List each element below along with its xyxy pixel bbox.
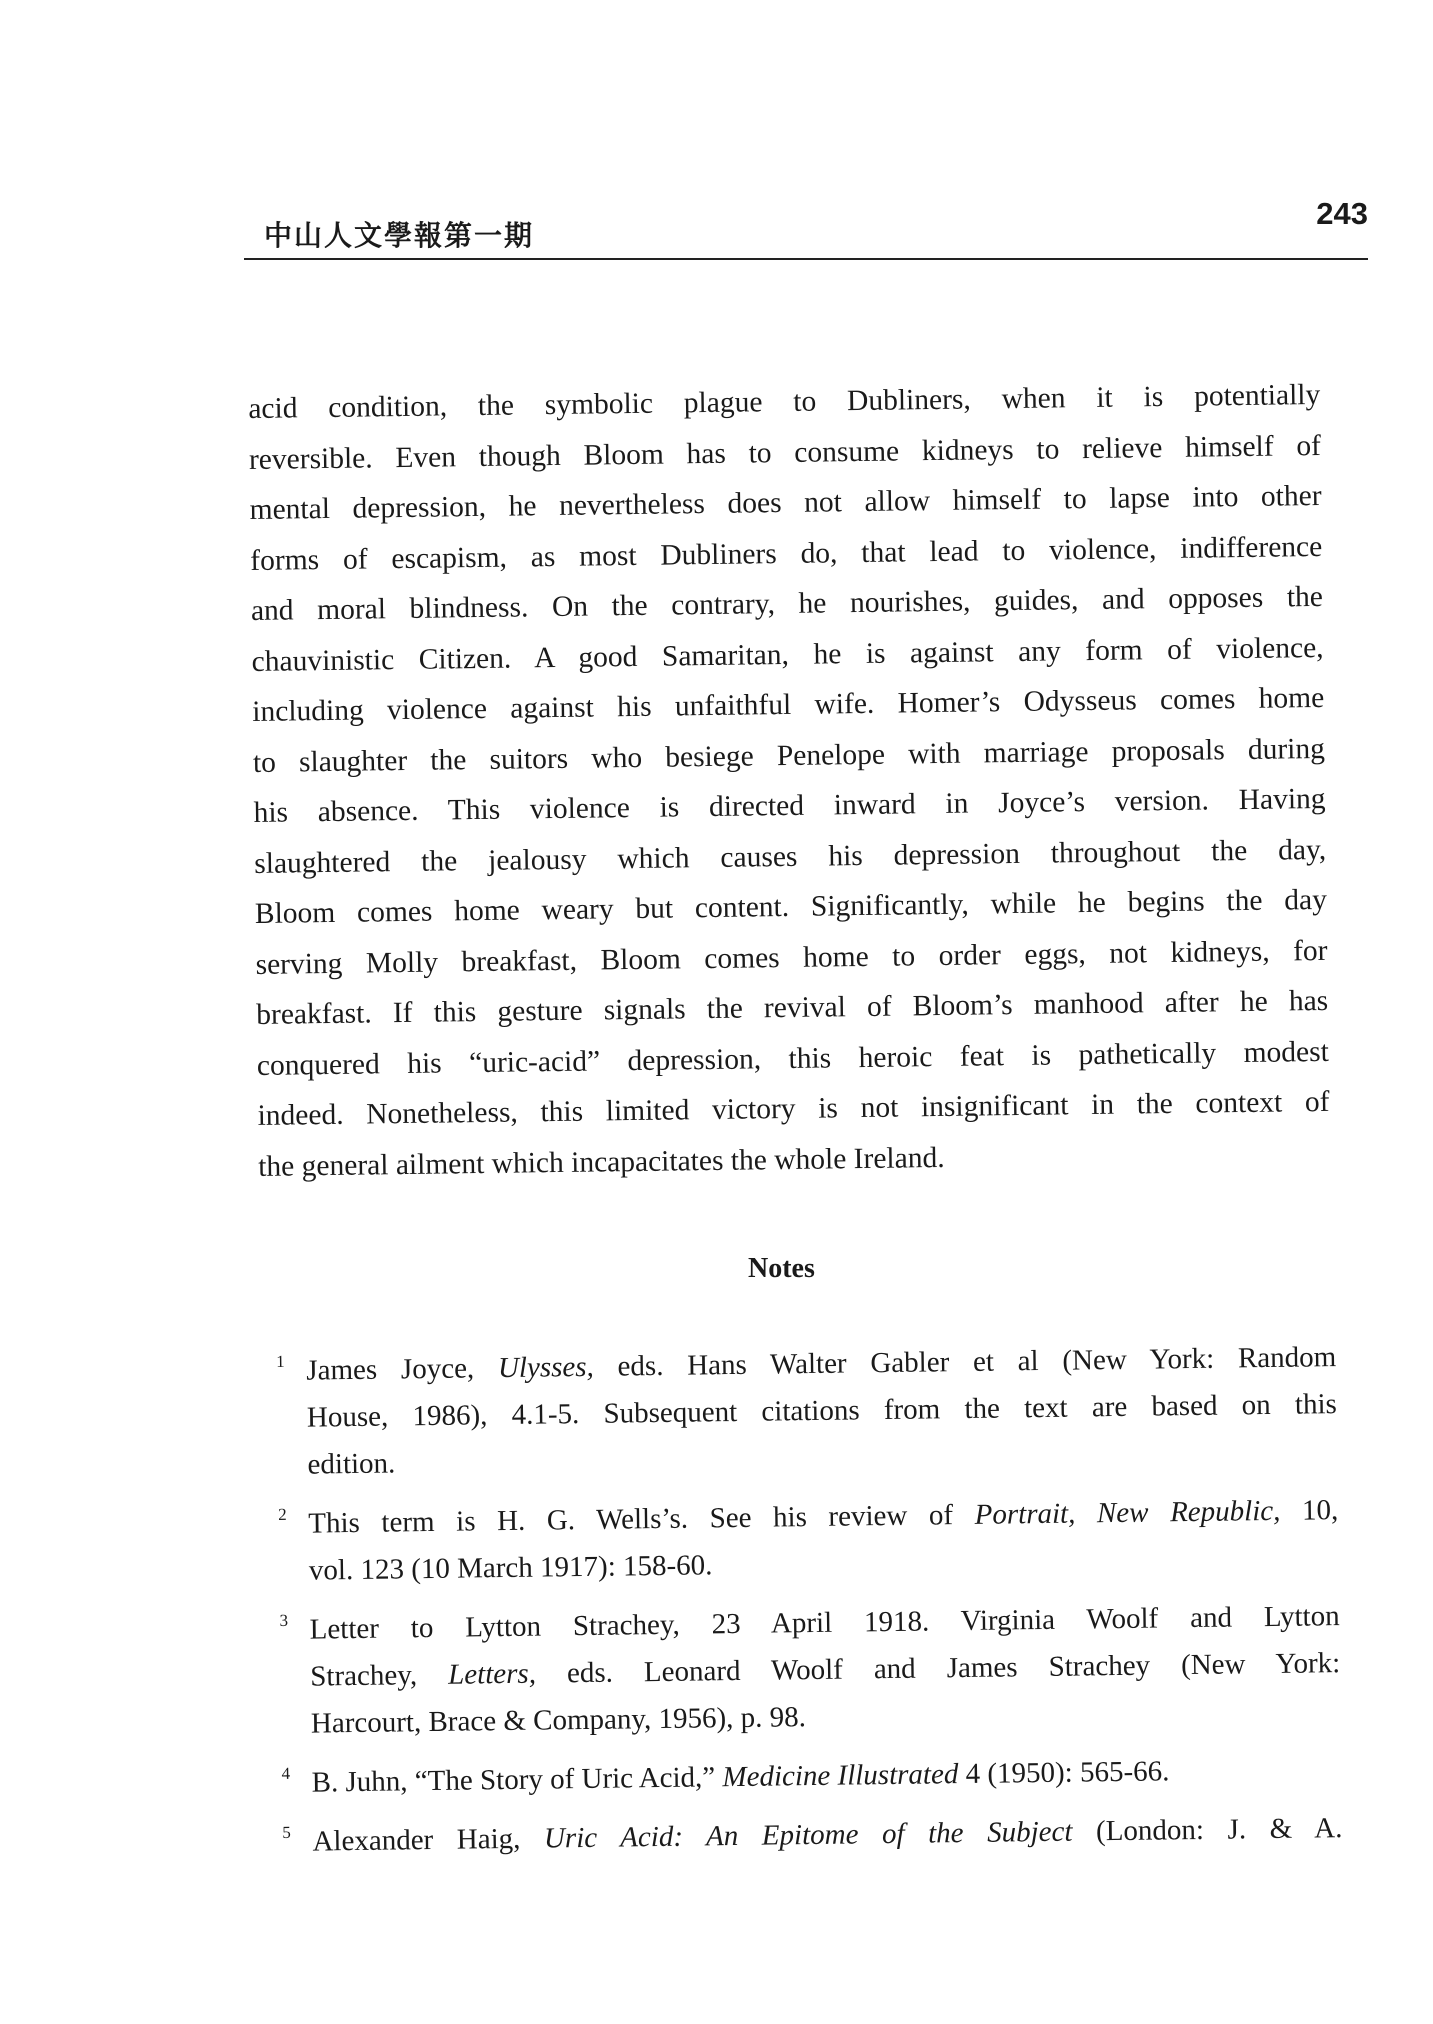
notes-heading: Notes — [748, 1253, 815, 1284]
note-text-run: B. Juhn, “The Story of Uric Acid,” — [311, 1761, 723, 1799]
body-line: mental depression, he nevertheless does not allow himself to lapse into other — [249, 479, 1322, 526]
note-italic-title: Medicine Illustrated — [722, 1758, 959, 1794]
page-number: 243 — [1316, 196, 1368, 231]
journal-title: 中山人文學報第一期 — [264, 219, 535, 252]
running-header — [244, 196, 1368, 260]
note-line: Letter to Lytton Strachey, 23 April 1918. Virginia Woolf and Lytton — [309, 1600, 1340, 1646]
note-text — [311, 1746, 1342, 1806]
body-line: chauvinistic Citizen. A good Samaritan, he is against any form of violence, — [251, 631, 1324, 678]
note-text-run: James Joyce, — [306, 1352, 499, 1387]
note-line: House, 1986), 4.1-5. Subsequent citations from the text are based on this — [306, 1388, 1338, 1434]
note-text-run: 4 (1950): 565-66. — [958, 1755, 1170, 1791]
note-text-run: 10, — [1280, 1494, 1339, 1527]
note-item — [281, 1746, 1342, 1807]
note-line — [311, 1746, 1342, 1806]
body-line: including violence against his unfaithful wife. Homer’s Odysseus comes home — [252, 681, 1325, 728]
note-text-run: eds. Hans Walter Gabler et al (New York: Random — [593, 1341, 1337, 1383]
note-number: 1 — [276, 1351, 285, 1371]
note-text-run: Strachey, — [310, 1658, 449, 1693]
body-line: indeed. Nonetheless, this limited victory is not insignificant in the context of — [257, 1085, 1330, 1132]
note-line — [312, 1805, 1343, 1865]
note-text — [308, 1487, 1339, 1594]
body-line: the general ailment which incapacitates the whole Ireland. — [258, 1141, 945, 1183]
note-text-run: This term is H. G. Wells’s. See his review of — [308, 1498, 975, 1540]
body-line: serving Molly breakfast, Bloom comes home to order eggs, not kidneys, for — [255, 934, 1328, 981]
body-line: and moral blindness. On the contrary, he nourishes, guides, and opposes the — [250, 580, 1324, 627]
note-item — [276, 1334, 1338, 1489]
note-number: 3 — [279, 1610, 289, 1630]
note-text-run: Alexander Haig, — [312, 1822, 545, 1858]
note-text — [312, 1805, 1343, 1865]
note-number: 4 — [281, 1763, 291, 1783]
body-line: his absence. This violence is directed inward in Joyce’s version. Having — [253, 782, 1326, 829]
note-number: 2 — [278, 1504, 287, 1524]
note-line: edition. — [307, 1447, 396, 1481]
note-text — [309, 1593, 1341, 1747]
note-line: Harcourt, Brace & Company, 1956), p. 98. — [310, 1701, 807, 1740]
note-item — [278, 1487, 1339, 1595]
body-paragraph — [248, 370, 1330, 1192]
body-line: to slaughter the suitors who besiege Penelope with marriage proposals during — [252, 732, 1326, 779]
note-italic-title: Letters, — [447, 1657, 537, 1691]
note-item — [279, 1593, 1341, 1748]
notes-list — [276, 1334, 1343, 1878]
body-line: reversible. Even though Bloom has to consume kidneys to relieve himself of — [248, 429, 1322, 476]
note-text-run: eds. Leonard Woolf and James Strachey (New York: — [535, 1647, 1341, 1690]
note-text — [306, 1334, 1338, 1488]
note-item — [282, 1805, 1343, 1866]
body-line: acid condition, the symbolic plague to Dubliners, when it is potentially — [248, 378, 1321, 425]
body-line: breakfast. If this gesture signals the revival of Bloom’s manhood after he has — [256, 984, 1329, 1031]
note-text-run: (London: J. & A. — [1072, 1812, 1343, 1848]
body-line: slaughtered the jealousy which causes his depression throughout the day, — [254, 833, 1327, 880]
body-line: Bloom comes home weary but content. Significantly, while he begins the day — [254, 883, 1328, 930]
note-italic-title: Ulysses, — [497, 1350, 595, 1385]
note-italic-title: Portrait, New Republic, — [974, 1494, 1281, 1531]
note-italic-title: Uric Acid: An Epitome of the Subject — [543, 1815, 1073, 1855]
body-line: forms of escapism, as most Dubliners do, that lead to violence, indifference — [250, 530, 1323, 577]
note-line: vol. 123 (10 March 1917): 158-60. — [308, 1549, 713, 1587]
body-line: conquered his “uric-acid” depression, this heroic feat is pathetically modest — [256, 1035, 1330, 1082]
note-number: 5 — [282, 1822, 291, 1842]
